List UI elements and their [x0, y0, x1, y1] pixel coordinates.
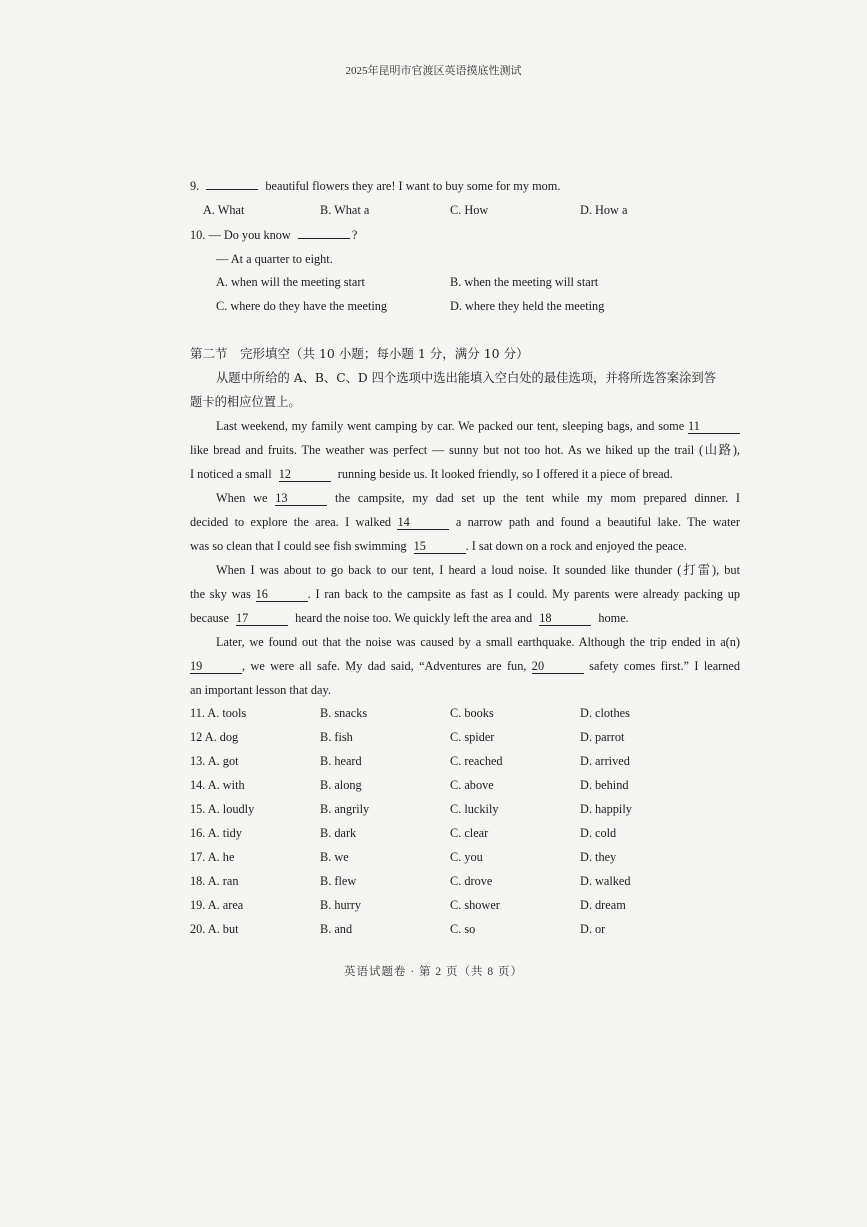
- option-c: C. books: [450, 706, 494, 720]
- option-d: D. happily: [580, 802, 632, 816]
- question-10-end: ?: [351, 228, 358, 242]
- option-c: C. luckily: [450, 802, 499, 816]
- blank-18: 18: [539, 612, 591, 626]
- question-9: [190, 178, 560, 194]
- option-c: C. drove: [450, 874, 493, 888]
- question-9-option-b: B. What a: [320, 203, 370, 217]
- passage-line: [190, 462, 740, 486]
- passage-text: Later, we found out that the noise was caused by a small earthquake. Although the trip ended in a(n): [216, 635, 740, 649]
- passage-line: [190, 534, 740, 558]
- passage-line: [190, 630, 740, 654]
- passage-line: [190, 654, 740, 678]
- option-a: 18. A. ran: [190, 874, 239, 888]
- section-instructions-line2: 题卡的相应位置上。: [190, 395, 301, 409]
- option-a: 11. A. tools: [190, 706, 247, 720]
- passage-text: running beside us. It looked friendly, so I offered it a piece of bread.: [337, 467, 673, 481]
- passage-line: [190, 558, 740, 582]
- passage-line: [190, 510, 740, 534]
- option-a: 19. A. area: [190, 898, 244, 912]
- passage-text: was so clean that I could see fish swimming: [190, 539, 407, 553]
- passage-text: . I sat down on a rock and enjoyed the peace.: [465, 539, 687, 553]
- option-b: B. flew: [320, 874, 357, 888]
- option-c: C. clear: [450, 826, 489, 840]
- question-10-option-a: A. when will the meeting start: [216, 275, 365, 289]
- passage-text: an important lesson that day.: [190, 683, 331, 697]
- option-c: C. so: [450, 922, 476, 936]
- option-a: 14. A. with: [190, 778, 245, 792]
- passage-text: the campsite, my dad set up the tent while my mom prepared dinner. I: [335, 491, 741, 505]
- passage-text: When I was about to go back to our tent, I heard a loud noise. It sounded like thunder (打雷), but: [216, 563, 740, 577]
- passage-text: a narrow path and found a beautiful lake. The water: [455, 515, 740, 529]
- section-instructions-line1: 从题中所给的 A、B、C、D 四个选项中选出能填入空白处的最佳选项，并将所选答案涂到答: [216, 371, 716, 385]
- blank-12: 12: [279, 468, 331, 482]
- passage-line: [190, 678, 740, 702]
- option-d: D. or: [580, 922, 606, 936]
- question-9-option-d: D. How a: [580, 203, 628, 217]
- question-10-blank: [298, 238, 350, 239]
- passage-text: . I ran back to the campsite as fast as I could. My parents were already packing up: [307, 587, 740, 601]
- option-d: D. walked: [580, 874, 631, 888]
- option-d: D. dream: [580, 898, 626, 912]
- passage-text: , we were all safe. My dad said, “Adventures are fun,: [242, 659, 527, 673]
- section-title: 第二节 完形填空（共 10 小题；每小题 1 分，满分 10 分）: [190, 346, 529, 361]
- passage-text: like bread and fruits. The weather was perfect — sunny but not too hot. As we hiked up the trail (山路),: [190, 443, 740, 457]
- option-a: 16. A. tidy: [190, 826, 242, 840]
- option-b: B. along: [320, 778, 362, 792]
- question-10-option-d: D. where they held the meeting: [450, 299, 605, 313]
- question-9-option-a: A. What: [203, 203, 245, 217]
- blank-13: 13: [275, 492, 327, 506]
- option-b: B. and: [320, 922, 353, 936]
- passage-line: [190, 486, 740, 510]
- blank-16: 16: [256, 588, 308, 602]
- passage-text: When we: [216, 491, 268, 505]
- page-footer: 英语试题卷 · 第 2 页（共 8 页）: [343, 966, 524, 978]
- option-b: B. fish: [320, 730, 353, 744]
- option-a: 15. A. loudly: [190, 802, 255, 816]
- passage-text: safety comes first.” I learned: [589, 659, 741, 673]
- option-c: C. spider: [450, 730, 495, 744]
- option-d: D. cold: [580, 826, 617, 840]
- option-c: C. reached: [450, 754, 503, 768]
- passage-line: [190, 414, 740, 438]
- option-b: B. dark: [320, 826, 357, 840]
- question-9-stem: beautiful flowers they are! I want to buy some for my mom.: [265, 179, 561, 193]
- passage-line: [190, 438, 740, 462]
- option-a: 20. A. but: [190, 922, 239, 936]
- option-b: B. angrily: [320, 802, 370, 816]
- passage-line: [190, 606, 740, 630]
- option-a: 17. A. he: [190, 850, 235, 864]
- blank-19: 19: [190, 660, 242, 674]
- passage-text: heard the noise too. We quickly left the area and: [295, 611, 533, 625]
- question-10-stem: 10. — Do you know: [190, 228, 291, 242]
- passage-text: home.: [598, 611, 629, 625]
- question-9-number: 9.: [190, 179, 200, 193]
- passage-text: the sky was: [190, 587, 251, 601]
- question-10-option-c: C. where do they have the meeting: [216, 299, 388, 313]
- option-d: D. they: [580, 850, 617, 864]
- question-9-blank: [206, 189, 258, 190]
- option-c: C. above: [450, 778, 494, 792]
- question-10-reply: — At a quarter to eight.: [216, 252, 333, 266]
- page-header: 2025年昆明市官渡区英语摸底性测试: [345, 65, 522, 77]
- option-d: D. behind: [580, 778, 629, 792]
- option-c: C. shower: [450, 898, 500, 912]
- question-10: [190, 227, 357, 243]
- blank-11: 11: [688, 420, 740, 434]
- question-10-option-b: B. when the meeting will start: [450, 275, 599, 289]
- question-9-option-c: C. How: [450, 203, 489, 217]
- cloze-passage: [190, 414, 740, 702]
- option-a: 13. A. got: [190, 754, 239, 768]
- passage-text: Last weekend, my family went camping by car. We packed our tent, sleeping bags, and some: [216, 419, 685, 433]
- option-b: B. heard: [320, 754, 362, 768]
- option-d: D. arrived: [580, 754, 630, 768]
- passage-text: decided to explore the area. I walked: [190, 515, 392, 529]
- option-c: C. you: [450, 850, 483, 864]
- blank-20: 20: [532, 660, 584, 674]
- blank-17: 17: [236, 612, 288, 626]
- option-b: B. hurry: [320, 898, 361, 912]
- blank-15: 15: [414, 540, 466, 554]
- option-b: B. we: [320, 850, 349, 864]
- passage-line: [190, 582, 740, 606]
- blank-14: 14: [397, 516, 449, 530]
- passage-text: because: [190, 611, 229, 625]
- option-a: 12 A. dog: [190, 730, 239, 744]
- option-d: D. parrot: [580, 730, 625, 744]
- option-d: D. clothes: [580, 706, 630, 720]
- passage-text: I noticed a small: [190, 467, 272, 481]
- option-b: B. snacks: [320, 706, 368, 720]
